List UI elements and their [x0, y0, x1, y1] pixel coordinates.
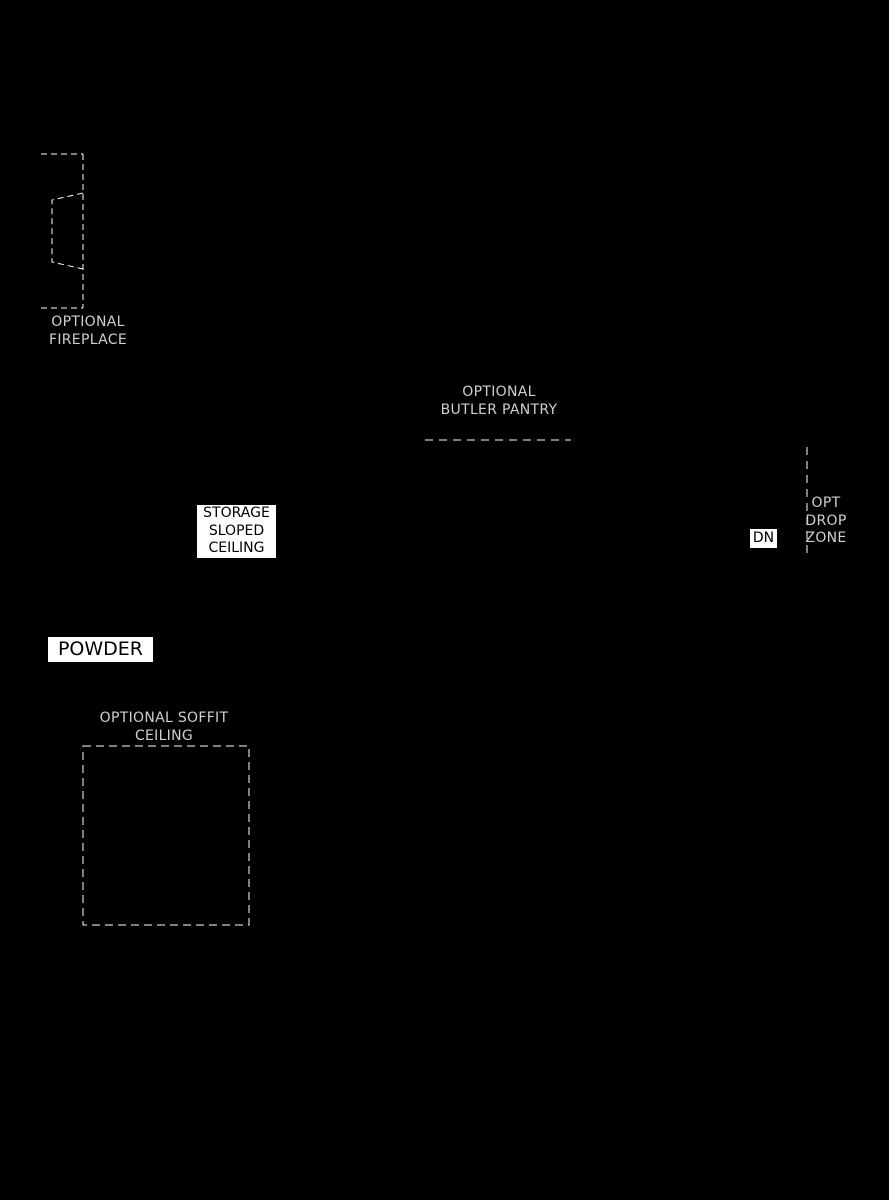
powder-room-tag: POWDER [48, 637, 153, 662]
storage-sloped-ceiling-tag: STORAGE SLOPED CEILING [197, 505, 276, 558]
dn-tag: DN [750, 529, 777, 548]
soffit-ceiling-outline [83, 746, 249, 925]
optional-butler-pantry-label: OPTIONAL BUTLER PANTRY [440, 384, 558, 418]
optional-soffit-ceiling-label: OPTIONAL SOFFIT CEILING [99, 710, 229, 744]
fireplace-outline [41, 154, 83, 308]
opt-drop-zone-label: OPT DROP ZONE [805, 495, 847, 546]
optional-fireplace-label: OPTIONAL FIREPLACE [49, 314, 127, 348]
